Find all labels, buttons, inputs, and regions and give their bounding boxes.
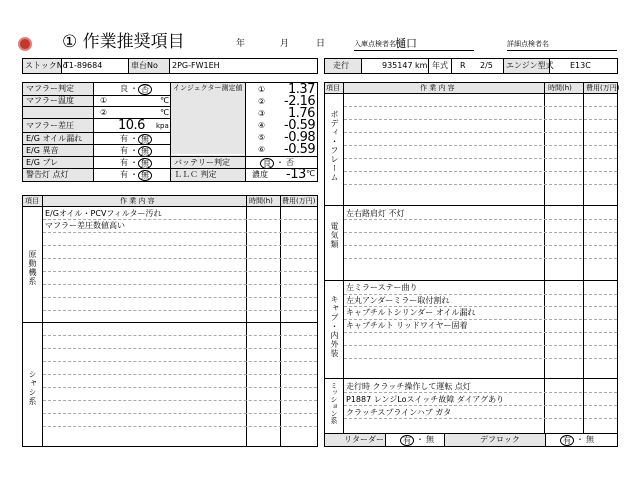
eg-noise-no: 無 bbox=[138, 146, 152, 157]
electric-line-1: 左右路肩灯 不灯 bbox=[346, 209, 405, 218]
injector-label: インジェクター測定値 bbox=[173, 84, 243, 92]
mileage-label: 走行 bbox=[333, 61, 349, 70]
chassis-section-label: シャシ系 bbox=[28, 370, 37, 406]
eg-vib-yes: 有 bbox=[120, 158, 128, 167]
month-label: 月 bbox=[280, 39, 290, 49]
engine-line-1: E/Gオイル・PCVフィルター汚れ bbox=[45, 209, 162, 218]
warning-yes: 有 bbox=[120, 170, 128, 179]
inspector-name: 樋口 bbox=[395, 37, 417, 50]
muffler-temp-1: ① bbox=[100, 96, 108, 105]
mission-line-1: 走行時 クラッチ操作して運転 点灯 bbox=[346, 382, 471, 391]
year-model-value: 2/5 bbox=[480, 61, 493, 70]
injector-val-4: -0.59 bbox=[284, 118, 316, 133]
muffler-diff-unit: kpa bbox=[156, 122, 169, 130]
mission-line-3: クラッチスプラインハブ ガタ bbox=[346, 408, 452, 417]
body-section-label: ボディ・フレーム bbox=[330, 110, 339, 182]
right-header-time: 時間(h) bbox=[548, 84, 572, 92]
muffler-diff-value: 10.6 bbox=[118, 118, 145, 133]
cab-line-1: 左ミラーステー曲り bbox=[346, 283, 418, 292]
battery-label: バッテリー判定 bbox=[174, 158, 230, 167]
detail-inspector-label: 詳細点検者名 bbox=[507, 40, 549, 48]
eg-noise-label: E/G 異音 bbox=[26, 146, 59, 155]
inspector-label: 入庫点検者名 bbox=[354, 40, 396, 48]
mission-line-2: P1887 レンジLoスイッチ故障 ダイアグあり bbox=[346, 395, 505, 404]
cab-line-3: キャブチルトシリンダー オイル漏れ bbox=[346, 308, 476, 317]
stock-label: ストックNo bbox=[25, 61, 68, 70]
year-model-label: 年式 bbox=[432, 61, 448, 70]
injector-num-5: ⑤ bbox=[258, 133, 266, 142]
llc-value: -13 bbox=[286, 167, 306, 182]
muffler-judge-bad: 否 bbox=[138, 84, 152, 95]
engine-section-label: 原動機系 bbox=[28, 250, 37, 286]
difflock-no: 無 bbox=[586, 435, 594, 444]
cab-line-2: 左丸アンダーミラー取付割れ bbox=[346, 296, 450, 305]
injector-num-3: ③ bbox=[258, 109, 266, 118]
llc-label: ＬＬＣ 判定 bbox=[174, 170, 217, 179]
llc-conc-label: 濃度 bbox=[252, 170, 268, 179]
stop-icon bbox=[18, 37, 32, 51]
injector-num-2: ② bbox=[258, 97, 266, 106]
mission-section-label: ミッション系 bbox=[330, 382, 338, 424]
right-header-item: 項目 bbox=[326, 84, 340, 92]
injector-val-5: -0.98 bbox=[284, 130, 316, 145]
eg-noise-yes: 有 bbox=[120, 146, 128, 155]
battery-good: 良 bbox=[260, 158, 274, 169]
muffler-judge-good: 良 bbox=[120, 84, 128, 93]
eg-vib-no: 無 bbox=[138, 158, 152, 169]
cab-line-4: キャブチルト リッドワイヤー固着 bbox=[346, 321, 468, 330]
muffler-temp-1-unit: ℃ bbox=[160, 96, 169, 105]
model-label: 車台No bbox=[131, 61, 158, 70]
retarder-yes: 有 bbox=[400, 435, 414, 446]
model-number: 2PG-FW1EH bbox=[172, 61, 220, 70]
retarder-no: 無 bbox=[426, 435, 434, 444]
injector-val-1: 1.37 bbox=[288, 82, 315, 97]
engine-value: E13C bbox=[570, 61, 591, 70]
right-header-cost: 費用(万円) bbox=[586, 84, 620, 92]
warning-label: 警告灯 点灯 bbox=[26, 170, 69, 179]
injector-val-2: -2.16 bbox=[284, 94, 316, 109]
engine-line-2: マフラー差圧数値高い bbox=[45, 221, 125, 230]
cab-section-label: キャブ・内外装 bbox=[330, 295, 339, 358]
retarder-label: リターダー bbox=[344, 435, 384, 444]
injector-num-4: ④ bbox=[258, 121, 266, 130]
mileage-value: 935147 bbox=[382, 61, 413, 70]
injector-val-6: -0.59 bbox=[284, 142, 316, 157]
era-value: R bbox=[460, 61, 466, 70]
year-label: 年 bbox=[236, 39, 246, 49]
eg-oil-yes: 有 bbox=[120, 134, 128, 143]
battery-bad: 否 bbox=[286, 158, 294, 167]
injector-num-6: ⑥ bbox=[258, 145, 266, 154]
electric-section-label: 電気類 bbox=[330, 222, 339, 249]
muffler-temp-2: ② bbox=[100, 108, 108, 117]
muffler-temp-label: マフラー温度 bbox=[26, 96, 74, 105]
left-header-work: 作 業 内 容 bbox=[120, 197, 155, 205]
eg-oil-label: E/G オイル漏れ bbox=[26, 134, 83, 143]
left-header-cost: 費用(万円) bbox=[282, 197, 316, 205]
muffler-diff-label: マフラー差圧 bbox=[26, 121, 74, 130]
stock-number: T1-89684 bbox=[64, 61, 103, 70]
left-header-item: 項目 bbox=[25, 197, 39, 205]
engine-label: エンジン型式 bbox=[506, 61, 554, 70]
eg-oil-no: 無 bbox=[138, 134, 152, 145]
mileage-unit: km bbox=[415, 61, 428, 70]
muffler-temp-2-unit: ℃ bbox=[160, 108, 169, 117]
day-label: 日 bbox=[316, 39, 326, 49]
right-header-work: 作 業 内 容 bbox=[420, 84, 455, 92]
eg-vib-label: E/G ブレ bbox=[26, 158, 59, 167]
injector-num-1: ① bbox=[258, 85, 266, 94]
page-title: ① 作業推奨項目 bbox=[62, 32, 185, 52]
llc-unit: ℃ bbox=[306, 169, 315, 178]
muffler-judge-label: マフラー判定 bbox=[26, 84, 74, 93]
difflock-yes: 有 bbox=[560, 435, 574, 446]
warning-no: 無 bbox=[138, 170, 152, 181]
difflock-label: デフロック bbox=[480, 435, 520, 444]
injector-val-3: 1.76 bbox=[288, 106, 315, 121]
left-header-time: 時間(h) bbox=[249, 197, 273, 205]
